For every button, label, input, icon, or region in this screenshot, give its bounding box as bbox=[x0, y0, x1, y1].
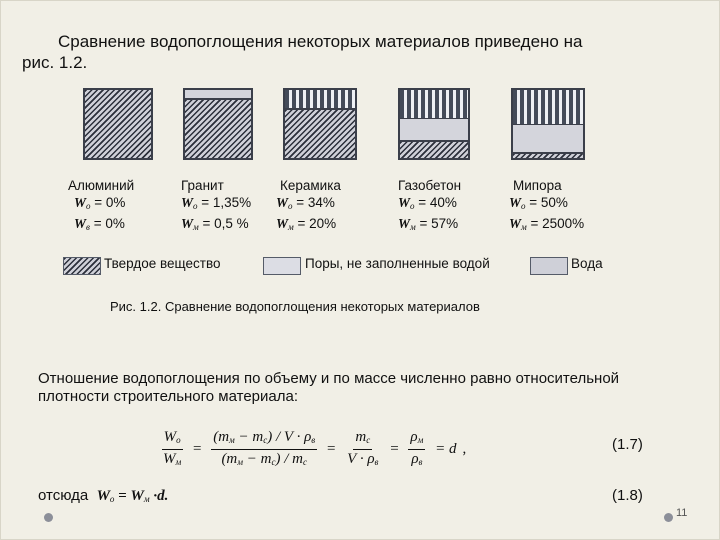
intro-line-2: рис. 1.2. bbox=[22, 53, 88, 72]
material-formula-2: $W_м = 20\%$ bbox=[276, 216, 337, 232]
material-name: Мипора bbox=[513, 178, 562, 193]
fraction-density-expr: $\frac{m_с}{V \cdot \rho_в}$ bbox=[347, 429, 379, 467]
block-ceramic bbox=[283, 88, 357, 160]
fraction-density-ratio: $\frac{\rho_м}{\rho_в}$ bbox=[410, 429, 424, 467]
legend-pores-swatch bbox=[263, 257, 301, 275]
material-formula-1: $W_о = 0\%$ bbox=[74, 195, 126, 211]
aerated-water bbox=[400, 118, 468, 141]
formula-1-7: $\frac{W_o}{W_м}$ = $\frac{(m_м - m_с) / V \cdot \rho_в}{(m_м - m_с) / m_с}$ = $\frac{m_с}{V \cdot \rho_в}$ = $\frac{\rho_м}{\rho_в}$ = d , bbox=[158, 428, 469, 471]
material-formula-1: $W_о = 50\%$ bbox=[509, 195, 568, 211]
material-label-aluminium bbox=[68, 177, 134, 236]
material-formula-1: $W_о = 1,35\%$ bbox=[181, 195, 252, 211]
granite-solid bbox=[185, 98, 251, 158]
aerated-solid bbox=[400, 140, 468, 158]
ceramic-pores bbox=[285, 90, 355, 108]
material-label-aerated-concrete bbox=[398, 177, 461, 236]
legend-pores-label: Поры, не заполненные водой bbox=[305, 256, 490, 271]
material-formula-1: $W_о = 34\%$ bbox=[276, 195, 335, 211]
material-label-ceramic bbox=[276, 177, 341, 236]
bullet-dot-left bbox=[44, 513, 53, 522]
material-formula-2: $W_м = 57\%$ bbox=[398, 216, 459, 232]
block-aluminium bbox=[83, 88, 153, 160]
legend-water-swatch bbox=[530, 257, 568, 275]
figure-caption: Рис. 1.2. Сравнение водопоглощения некоторых материалов bbox=[110, 299, 480, 314]
mipora-pores bbox=[513, 90, 583, 124]
intro-line-1: Сравнение водопоглощения некоторых материалов приведено на bbox=[58, 32, 583, 51]
paragraph-line-1: Отношение водопоглощения по объему и по массе численно равно относительной bbox=[38, 370, 620, 387]
equation-number-1-8: (1.8) bbox=[612, 487, 643, 504]
fraction-w-ratio: $\frac{W_o}{W_м}$ bbox=[163, 429, 182, 467]
material-name: Газобетон bbox=[398, 178, 462, 193]
bullet-dot-right bbox=[664, 513, 673, 522]
block-aerated-concrete bbox=[398, 88, 470, 160]
material-name: Алюминий bbox=[68, 178, 135, 193]
legend-solid-swatch bbox=[63, 257, 101, 275]
material-formula-2: $W_в = 0\%$ bbox=[74, 216, 125, 232]
mipora-water bbox=[513, 124, 583, 153]
material-name: Гранит bbox=[181, 178, 224, 193]
block-mipora bbox=[511, 88, 585, 160]
granite-water bbox=[185, 90, 251, 97]
paragraph-line-2: плотности строительного материала: bbox=[38, 388, 298, 405]
equation-number-1-7: (1.7) bbox=[612, 436, 643, 453]
material-formula-2: $W_м = 2500\%$ bbox=[509, 216, 585, 232]
material-name: Керамика bbox=[280, 178, 341, 193]
legend-water-label: Вода bbox=[571, 256, 603, 271]
material-label-granite bbox=[181, 177, 251, 236]
material-formula-1: $W_о = 40\%$ bbox=[398, 195, 457, 211]
ceramic-solid bbox=[285, 108, 355, 158]
aerated-pores bbox=[400, 90, 468, 118]
fraction-mass-expr: $\frac{(m_м - m_с) / V \cdot \rho_в}{(m_м - m_с) / m_с}$ bbox=[213, 429, 316, 467]
material-label-mipora bbox=[509, 177, 584, 236]
material-formula-2: $W_м = 0,5$ % bbox=[181, 216, 249, 232]
block-granite bbox=[183, 88, 253, 160]
consequence-line: отсюда $W_о = W_м \cdot d$. bbox=[38, 487, 169, 504]
page-number: 11 bbox=[676, 507, 688, 519]
mipora-solid bbox=[513, 152, 583, 158]
legend-solid-label: Твердое вещество bbox=[104, 256, 221, 271]
